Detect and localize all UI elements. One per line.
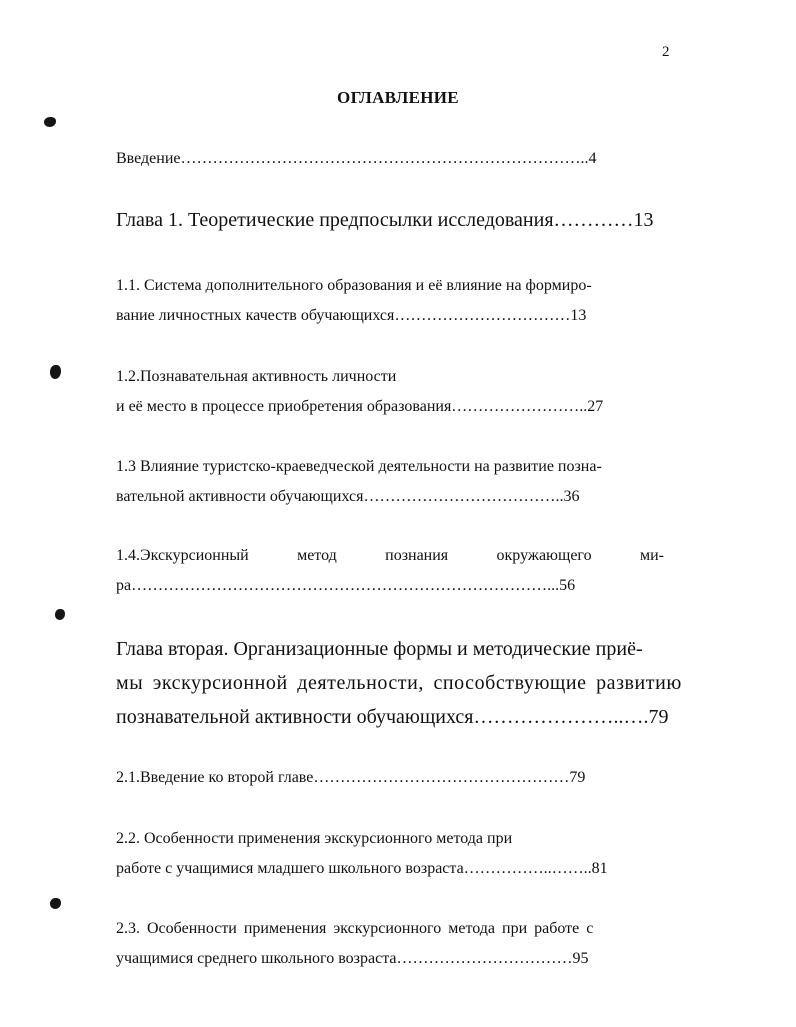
toc-word: ми-: [639, 547, 664, 564]
toc-entry-1-2-line-2: и её место в процессе приобретения образования……………………..27: [116, 398, 604, 415]
toc-word: познания: [385, 547, 449, 564]
toc-entry-2-3-line-2: учащимися среднего школьного возраста……………………………95: [116, 950, 589, 967]
toc-entry-1-2-line-1: 1.2.Познавательная активность личности: [116, 368, 397, 385]
toc-word: метод: [297, 547, 337, 564]
toc-entry-2-2-line-2: работе с учащимися младшего школьного возраста……………..……..81: [116, 860, 608, 877]
toc-word: окружающего: [496, 547, 592, 564]
toc-word: 1.4.Экскурсионный: [116, 547, 249, 564]
toc-entry-2-2-line-1: 2.2. Особенности применения экскурсионного метода при: [116, 830, 513, 847]
toc-entry-chapter-2-line-3: познавательной активности обучающихся…………………..….79: [116, 706, 669, 728]
toc-entry-2-1: 2.1.Введение ко второй главе…………………………………………79: [116, 769, 586, 786]
page-number: 2: [662, 44, 670, 60]
toc-entry-introduction: Введение…………………………………………………………………..4: [116, 150, 597, 167]
toc-entry-1-3-line-2: вательной активности обучающихся………………………………..36: [116, 488, 580, 505]
toc-entry-1-4-line-2: ра……………………………………………………………………...56: [116, 577, 576, 594]
toc-entry-1-3-line-1: 1.3 Влияние туристско-краеведческой деятельности на развитие позна-: [116, 458, 602, 475]
toc-entry-2-3-line-1: 2.3. Особенности применения экскурсионного метода при работе с: [116, 920, 594, 937]
scan-mark-1: [44, 117, 56, 127]
toc-entry-chapter-2-line-1: Глава вторая. Организационные формы и методические приё-: [116, 638, 643, 660]
toc-entry-chapter-2-line-2: мы экскурсионной деятельности, способствующие развитию: [116, 672, 682, 694]
toc-entry-1-1-line-1: 1.1. Система дополнительного образования и её влияние на формиро-: [116, 277, 592, 294]
toc-entry-1-1-line-2: вание личностных качеств обучающихся……………………………13: [116, 307, 587, 324]
scan-mark-2: [50, 365, 61, 379]
toc-title: ОГЛАВЛЕНИЕ: [337, 88, 459, 107]
toc-entry-chapter-1: Глава 1. Теоретические предпосылки исследования…………13: [116, 209, 654, 231]
scan-mark-4: [50, 898, 61, 909]
toc-entry-1-4-line-1: [116, 546, 664, 566]
scan-mark-3: [55, 609, 65, 620]
